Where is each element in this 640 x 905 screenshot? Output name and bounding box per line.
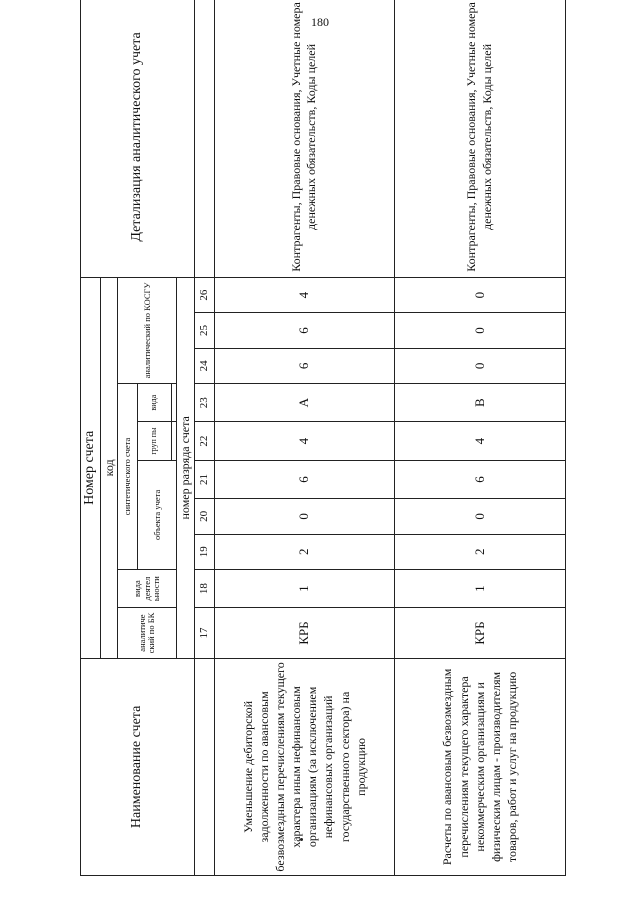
header-synthetic: синтетического счета [118, 384, 138, 570]
column-number: 19 [194, 534, 214, 569]
row-2-value: В [394, 384, 565, 422]
page-number: 180 [311, 15, 329, 29]
header-account-object: объекта учета [138, 460, 177, 569]
row-1-value: 4 [214, 277, 394, 312]
row-2-name: Расчеты по авансовым безвозмездным перечислениям текущего характера некоммерческим организациям и физическим лицам - производителям товаров, работ и услуг на продукцию [394, 658, 565, 875]
column-number: 22 [194, 422, 214, 460]
header-kind: вида [138, 384, 172, 422]
header-detail: Детализация аналитического учета [81, 0, 195, 277]
row-2-value: 2 [394, 534, 565, 569]
row-1-value: А [214, 384, 394, 422]
row-2-value: 0 [394, 499, 565, 534]
row-1-value: 6 [214, 348, 394, 383]
row-1-value: 2 [214, 534, 394, 569]
row-1-value: 1 [214, 569, 394, 607]
column-number: 17 [194, 608, 214, 659]
row-2-value: 1 [394, 569, 565, 607]
header-name: Наименование счета [81, 658, 195, 875]
column-number: 25 [194, 313, 214, 348]
row-1-value: 0 [214, 499, 394, 534]
header-code: код [101, 277, 118, 658]
column-number: 26 [194, 277, 214, 312]
row-1-value: 4 [214, 422, 394, 460]
accounts-table [80, 0, 566, 876]
header-digit-number: номер разряда счета [177, 277, 194, 658]
row-1-value: 6 [214, 313, 394, 348]
header-analytic-bk: аналитиче ский по БК [118, 608, 177, 659]
column-number: 24 [194, 348, 214, 383]
header-group: груп пы [138, 422, 172, 460]
header-kosgu: аналитический по КОСГУ [118, 277, 177, 383]
row-1-value: КРБ [214, 608, 394, 659]
row-2-value: 6 [394, 460, 565, 498]
row-1-name: Уменьшение дебиторской задолженности по авансовым безвозмездным перечислениям текущего характера иным нефинансовым организациям (за исключением нефинансовых организаций государственного сектора) на продукцию [214, 658, 394, 875]
header-activity-type: вида деятел ьности [118, 569, 177, 607]
row-1-value: 6 [214, 460, 394, 498]
row-2-value: 0 [394, 277, 565, 312]
column-number: 20 [194, 499, 214, 534]
column-number: 21 [194, 460, 214, 498]
header-account-number: Номер счета [81, 277, 101, 658]
row-2-detail: Контрагенты, Правовые основания, Учетные номера денежных обязательств, Коды целей [394, 0, 565, 277]
row-2-value: КРБ [394, 608, 565, 659]
row-1-detail: Контрагенты, Правовые основания, Учетные номера денежных обязательств, Коды целей [214, 0, 394, 277]
column-number: 18 [194, 569, 214, 607]
rotated-table-wrapper [80, 0, 560, 876]
column-number: 23 [194, 384, 214, 422]
column-number-blank-name [194, 658, 214, 875]
column-number-blank-detail [194, 0, 214, 277]
row-2-value: 0 [394, 348, 565, 383]
row-2-value: 0 [394, 313, 565, 348]
row-2-value: 4 [394, 422, 565, 460]
